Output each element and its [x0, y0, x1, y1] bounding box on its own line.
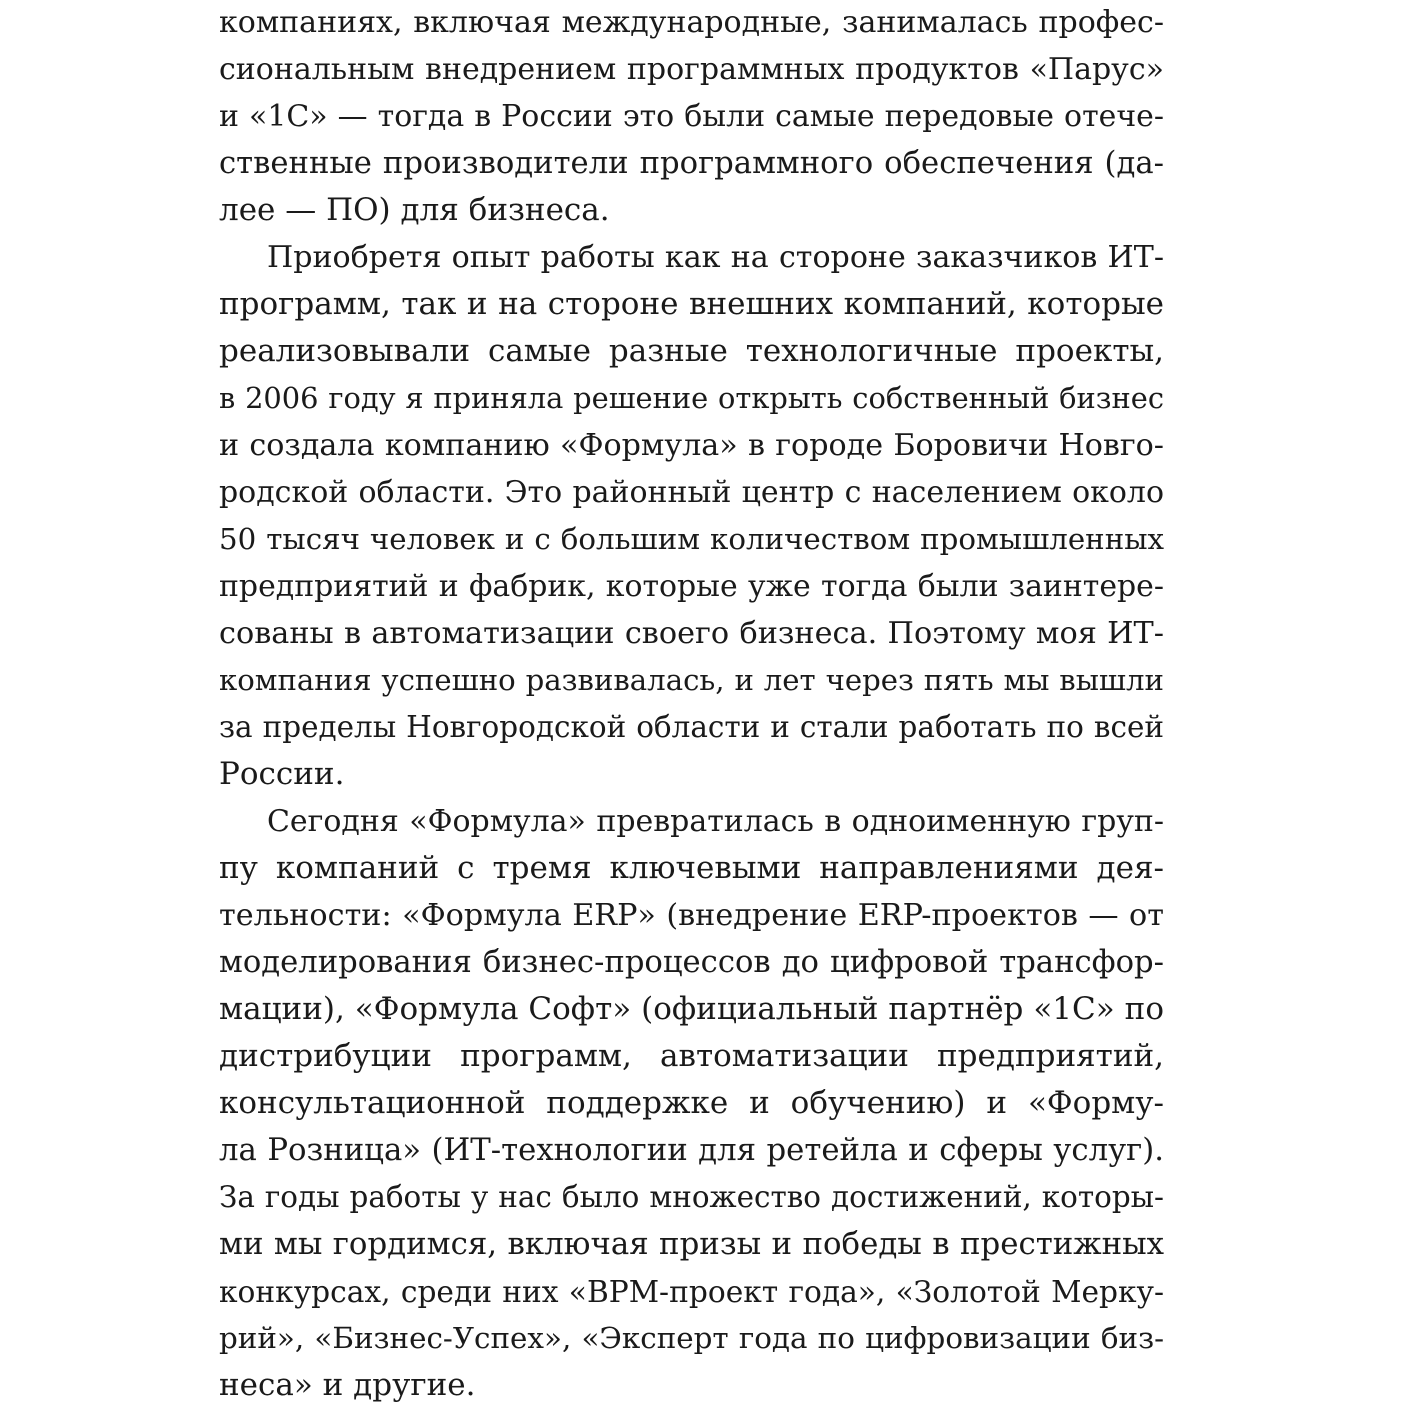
- text-line: в 2006 году я приняла решение открыть собственный бизнес: [219, 381, 1164, 415]
- text-line: сиональным внедрением программных продуктов «Парус»: [219, 52, 1164, 87]
- text-line: Приобретя опыт работы как на стороне заказчиков ИТ-: [267, 240, 1164, 275]
- text-line: родской области. Это районный центр с населением около: [219, 475, 1164, 510]
- text-line: неса» и другие.: [219, 1367, 476, 1403]
- text-line: ла Розница» (ИТ-технологии для ретейла и сферы услуг).: [219, 1132, 1164, 1168]
- text-line: пу компаний с тремя ключевыми направлениями дея-: [219, 850, 1164, 886]
- text-line: за пределы Новгородской области и стали работать по всей: [219, 710, 1164, 744]
- text-line: и создала компанию «Формула» в городе Боровичи Новго-: [219, 428, 1164, 463]
- text-line: России.: [219, 756, 345, 792]
- paragraph-3: [219, 798, 1164, 1409]
- body-text: [219, 0, 1164, 1409]
- text-line: программ, так и на стороне внешних компаний, которые: [219, 286, 1164, 322]
- text-line: компаниях, включая международные, занималась профес-: [219, 5, 1164, 40]
- text-line: консультационной поддержке и обучению) и «Форму-: [219, 1085, 1164, 1121]
- text-line: дистрибуции программ, автоматизации предприятий,: [219, 1038, 1164, 1074]
- text-line: рий», «Бизнес-Успех», «Эксперт года по цифровизации биз-: [219, 1321, 1164, 1355]
- text-line: тельности: «Формула ERP» (внедрение ERP-проектов — от: [219, 898, 1164, 933]
- text-line: моделирования бизнес-процессов до цифровой трансфор-: [219, 945, 1164, 980]
- text-line: лее — ПО) для бизнеса.: [219, 192, 610, 228]
- text-line: За годы работы у нас было множество достижений, которы-: [219, 1180, 1164, 1214]
- text-line: и «1С» — тогда в России это были самые передовые отече-: [219, 99, 1164, 134]
- text-line: Сегодня «Формула» превратилась в одноименную груп-: [267, 804, 1164, 839]
- text-line: реализовывали самые разные технологичные проекты,: [219, 333, 1164, 369]
- paragraph-2: [219, 234, 1164, 798]
- text-line: ми мы гордимся, включая призы и победы в престижных: [219, 1226, 1164, 1262]
- text-line: 50 тысяч человек и с большим количеством промышленных: [219, 522, 1164, 556]
- text-line: конкурсах, среди них «BPM-проект года», «Золотой Мерку-: [219, 1274, 1164, 1309]
- text-line: мации), «Формула Софт» (официальный партнёр «1С» по: [219, 991, 1164, 1027]
- text-line: компания успешно развивалась, и лет через пять мы вышли: [219, 663, 1164, 697]
- paragraph-1: [219, 0, 1164, 234]
- text-line: ственные производители программного обеспечения (да-: [219, 146, 1164, 181]
- text-line: сованы в автоматизации своего бизнеса. Поэтому моя ИТ-: [219, 616, 1164, 651]
- text-line: предприятий и фабрик, которые уже тогда были заинтере-: [219, 569, 1164, 604]
